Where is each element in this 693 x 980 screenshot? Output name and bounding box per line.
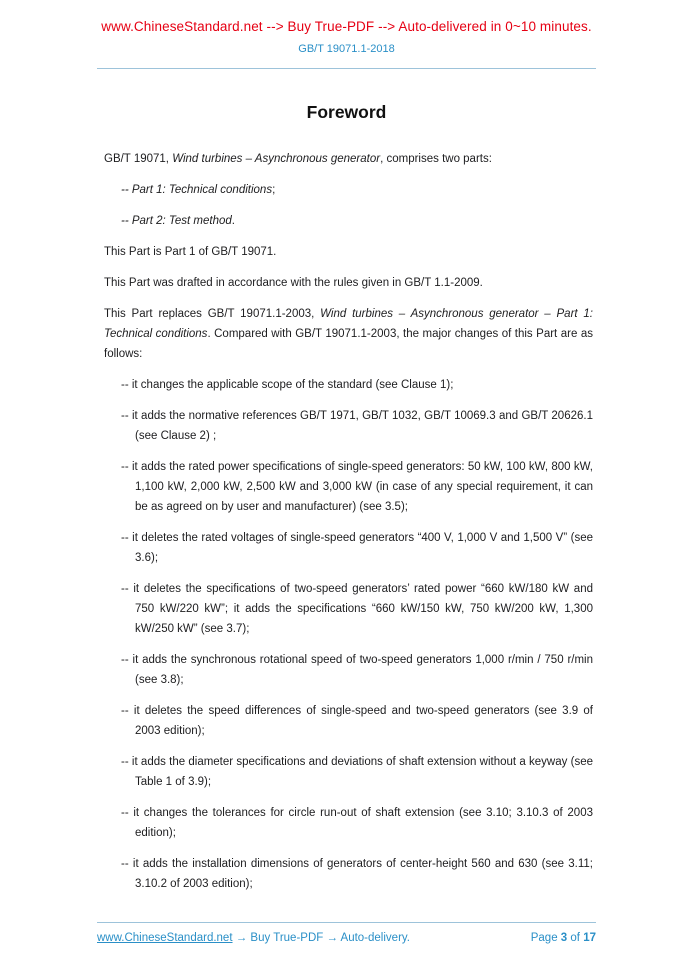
change-list-item: -- it deletes the specifications of two-speed generators’ rated power “660 kW/180 kW and 750 kW/220 kW”; it adds the specifications “660 kW/150 kW, 750 kW/200 kW, 1,300 kW/250 kW” (see 3.7);: [121, 583, 593, 635]
change-list-item: -- it adds the diameter specifications and deviations of shaft extension without a keyway (see Table 1 of 3.9);: [121, 756, 593, 788]
page-number: 3: [560, 932, 568, 944]
change-list-item: -- it deletes the speed differences of single-speed and two-speed generators (see 3.9 of 2003 edition);: [121, 705, 593, 737]
total-pages: 17: [583, 932, 596, 944]
change-list-item: -- it changes the tolerances for circle run-out of shaft extension (see 3.10; 3.10.3 of 2003 edition);: [121, 807, 593, 839]
paragraph: This Part is Part 1 of GB/T 19071.: [104, 246, 277, 258]
change-list-item: -- it deletes the rated voltages of single-speed generators “400 V, 1,000 V and 1,500 V” (see 3.6);: [121, 532, 593, 564]
page-word: Page: [530, 932, 558, 944]
paragraph: This Part replaces GB/T 19071.1-2003, Wind turbines – Asynchronous generator – Part 1: Technical conditions. Compared with GB/T 19071.1-2003, the major changes of this Part are as follows:: [104, 308, 593, 360]
document-body: [104, 149, 593, 894]
change-list-item: -- it adds the rated power specifications of single-speed generators: 50 kW, 100 kW, 800 kW, 1,100 kW, 2,000 kW, 2,500 kW and 3,000 kW (in case of any special requirement, it can be as agreed on by user and manufacturer) (see 3.5);: [121, 461, 593, 513]
of-word: of: [570, 932, 580, 944]
page-indicator: [531, 932, 596, 944]
footer-site-link[interactable]: www.ChineseStandard.net: [97, 932, 233, 944]
part-list-item: -- Part 1: Technical conditions;: [121, 184, 276, 196]
change-list-item: -- it adds the normative references GB/T 1971, GB/T 1032, GB/T 10069.3 and GB/T 20626.1 (see Clause 2) ;: [121, 410, 593, 442]
paragraph: GB/T 19071, Wind turbines – Asynchronous generator, comprises two parts:: [104, 153, 492, 165]
part-list-item: -- Part 2: Test method.: [121, 215, 235, 227]
footer-links: [97, 932, 410, 944]
standard-code: GB/T 19071.1-2018: [298, 43, 395, 55]
header-divider: [97, 68, 596, 69]
page-title: Foreword: [306, 102, 387, 122]
page-footer: [97, 922, 596, 944]
paragraph: This Part was drafted in accordance with the rules given in GB/T 1.1-2009.: [104, 277, 483, 289]
promo-banner: www.ChineseStandard.net --> Buy True-PDF --> Auto-delivered in 0~10 minutes.: [101, 19, 592, 34]
change-list-item: -- it changes the applicable scope of the standard (see Clause 1);: [121, 379, 454, 391]
change-list-item: -- it adds the synchronous rotational speed of two-speed generators 1,000 r/min / 750 r/min (see 3.8);: [121, 654, 593, 686]
footer-tagline: → Buy True-PDF → Auto-delivery.: [232, 932, 410, 944]
change-list-item: -- it adds the installation dimensions of generators of center-height 560 and 630 (see 3.11; 3.10.2 of 2003 edition);: [121, 858, 593, 890]
